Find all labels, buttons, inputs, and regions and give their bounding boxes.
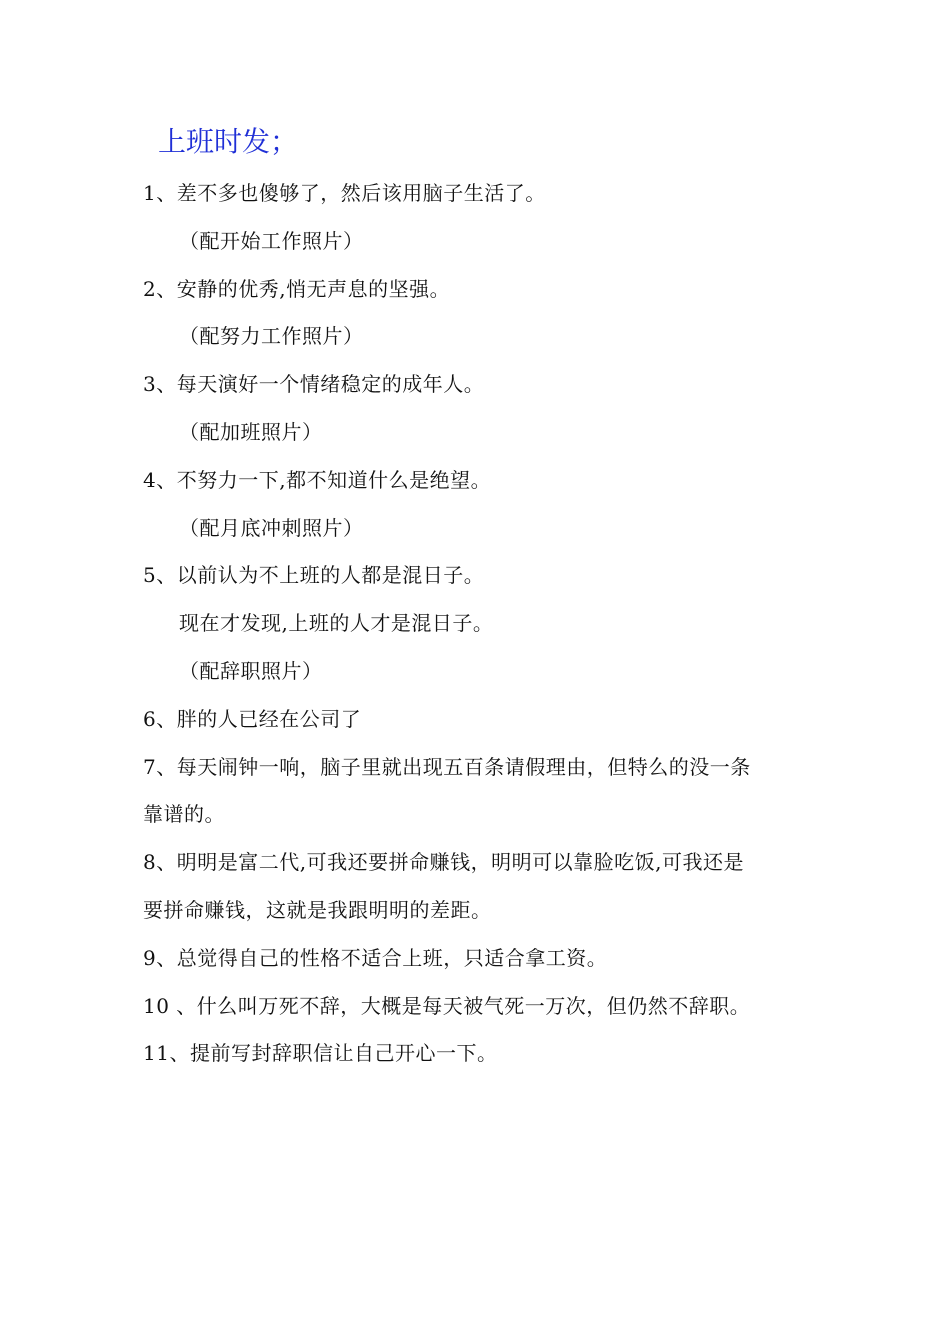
list-line-2: 2、安静的优秀,悄无声息的坚强。 bbox=[143, 276, 451, 301]
list-line-11: 11、提前写封辞职信让自己开心一下。 bbox=[143, 1041, 498, 1066]
list-line-8-continued: 要拼命赚钱，这就是我跟明明的差距。 bbox=[143, 897, 492, 922]
list-note-2: （配努力工作照片） bbox=[179, 324, 364, 349]
list-line-7-continued: 靠谱的。 bbox=[143, 802, 225, 827]
list-line-5: 5、以前认为不上班的人都是混日子。 bbox=[143, 563, 485, 588]
list-line-1: 1、差不多也傻够了，然后该用脑子生活了。 bbox=[143, 181, 546, 205]
list-note-1: （配开始工作照片） bbox=[179, 228, 364, 253]
list-note-3: （配加班照片） bbox=[179, 419, 323, 444]
document-body bbox=[143, 170, 823, 1078]
list-note-5: （配辞职照片） bbox=[179, 658, 323, 683]
list-line-8: 8、明明是富二代,可我还要拼命赚钱，明明可以靠脸吃饭,可我还是 bbox=[143, 850, 744, 875]
list-note-4: （配月底冲刺照片） bbox=[179, 515, 364, 540]
list-line-3: 3、每天演好一个情绪稳定的成年人。 bbox=[143, 372, 485, 397]
list-line-10: 10 、什么叫万死不辞，大概是每天被气死一万次，但仍然不辞职。 bbox=[143, 993, 751, 1018]
list-line-5-continued: 现在才发现,上班的人才是混日子。 bbox=[179, 611, 494, 636]
list-line-6: 6、胖的人已经在公司了 bbox=[143, 706, 362, 731]
list-line-4: 4、不努力一下,都不知道什么是绝望。 bbox=[143, 467, 492, 492]
document-title: 上班时发； bbox=[158, 125, 299, 158]
list-line-9: 9、总觉得自己的性格不适合上班，只适合拿工资。 bbox=[143, 945, 608, 970]
list-line-7: 7、每天闹钟一响，脑子里就出现五百条请假理由，但特么的没一条 bbox=[143, 754, 751, 779]
